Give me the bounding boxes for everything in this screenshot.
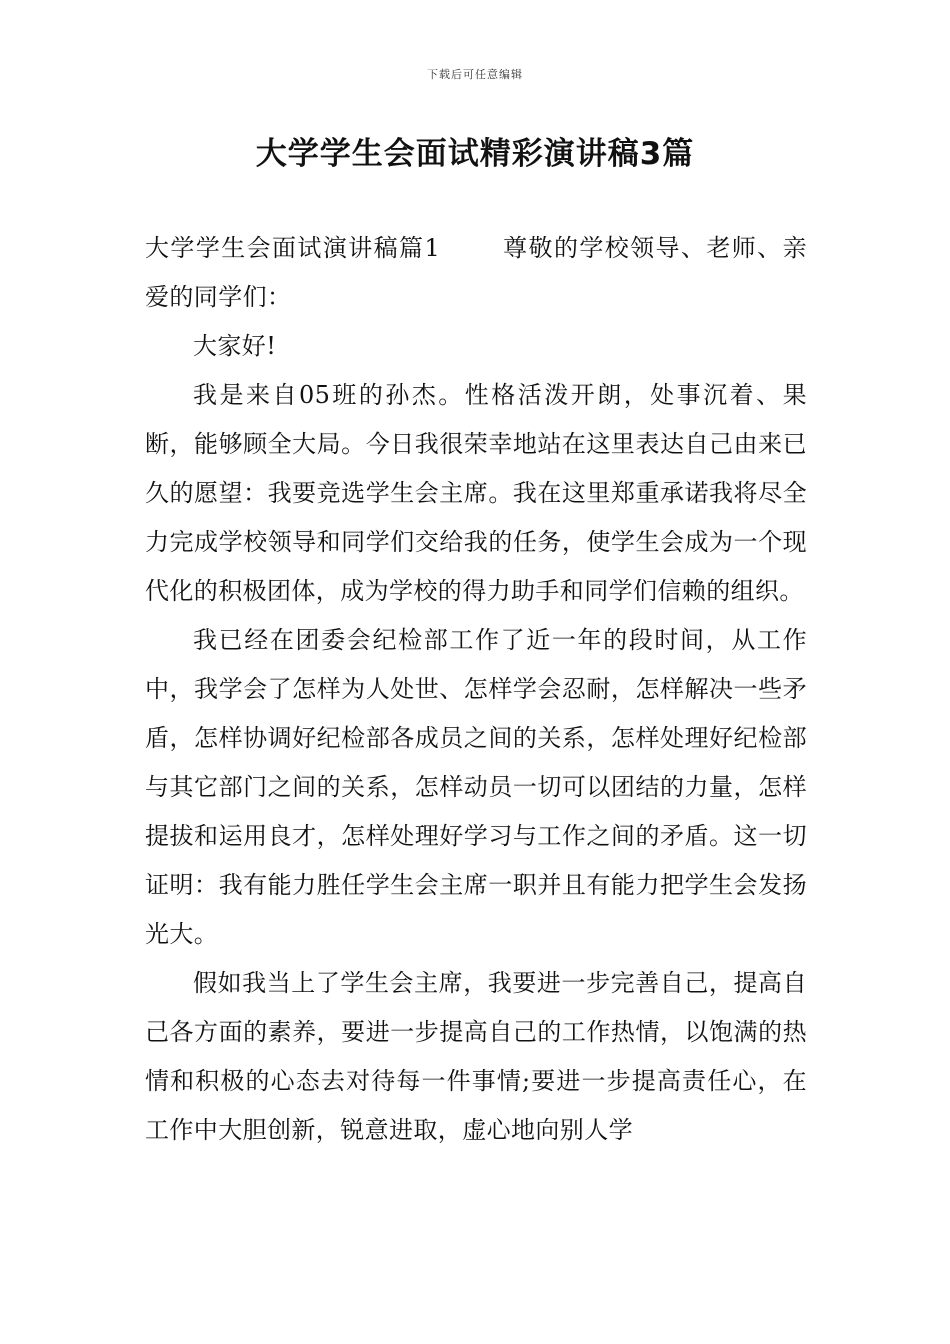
opening-paragraph — [145, 224, 807, 322]
document-body — [145, 224, 807, 1155]
section-heading: 大学学生会面试演讲稿篇1 — [145, 234, 441, 262]
body-paragraph: 我是来自05班的孙杰。性格活泼开朗，处事沉着、果断，能够顾全大局。今日我很荣幸地站在这里表达自己由来已久的愿望：我要竞选学生会主席。我在这里郑重承诺我将尽全力完成学校领导和同学们交给我的任务，使学生会成为一个现代化的积极团体，成为学校的得力助手和同学们信赖的组织。 — [145, 381, 807, 605]
body-paragraph: 假如我当上了学生会主席，我要进一步完善自己，提高自己各方面的素养，要进一步提高自己的工作热情，以饱满的热情和积极的心态去对待每一件事情;要进一步提高责任心，在工作中大胆创新，锐意进取，虚心地向别人学 — [145, 969, 807, 1144]
header-note: 下载后可任意编辑 — [427, 68, 523, 81]
salutation: 尊敬的学校领导、老师、亲爱的同学们： — [145, 234, 807, 311]
document-title: 大学学生会面试精彩演讲稿3篇 — [255, 136, 695, 172]
greeting-paragraph: 大家好! — [193, 332, 277, 360]
body-paragraph: 我已经在团委会纪检部工作了近一年的段时间，从工作中，我学会了怎样为人处世、怎样学会忍耐，怎样解决一些矛盾，怎样协调好纪检部各成员之间的关系，怎样处理好纪检部与其它部门之间的关系，怎样动员一切可以团结的力量，怎样提拔和运用良才，怎样处理好学习与工作之间的矛盾。这一切证明：我有能力胜任学生会主席一职并且有能力把学生会发扬光大。 — [145, 626, 807, 948]
